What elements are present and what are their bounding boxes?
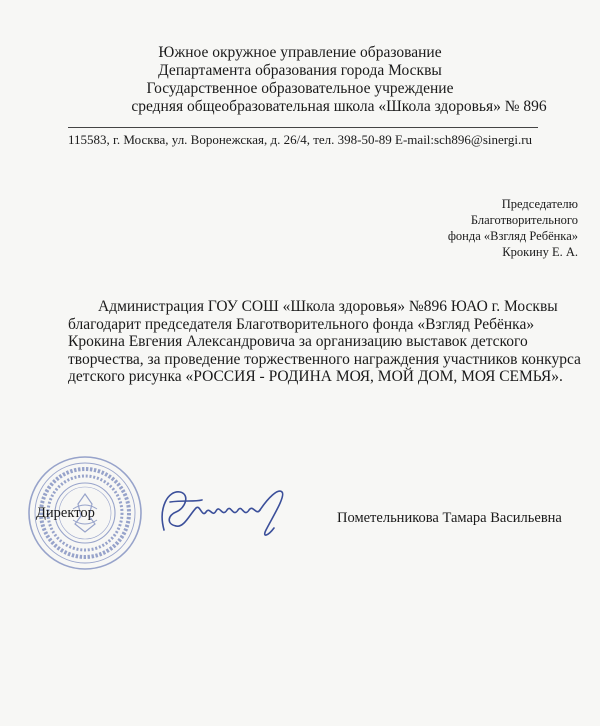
letterhead-line-3: Государственное образовательное учреждение (146, 80, 454, 97)
letterhead-divider (68, 127, 538, 128)
body-line-5: детского рисунка «РОССИЯ - РОДИНА МОЯ, МОЙ ДОМ, МОЯ СЕМЬЯ». (68, 368, 563, 385)
recipient-line-1: Председателю (501, 197, 578, 211)
letterhead-line-4: средняя общеобразовательная школа «Школа здоровья» № 896 (131, 98, 547, 115)
body-line-4: творчества, за проведение торжественного награждения участников конкурса (68, 350, 581, 368)
body-line-3: Крокина Евгения Александровича за организацию выставок детского (68, 333, 528, 350)
director-title: Директор (36, 505, 95, 521)
letter-body (68, 298, 581, 386)
school-address: 115583, г. Москва, ул. Воронежская, д. 26/4, тел. 398-50-89 E-mail:sch896@sinergi.ru (68, 132, 533, 147)
letterhead-line-1: Южное окружное управление образование (158, 44, 442, 61)
director-signature (150, 478, 300, 548)
body-line-2: благодарит председателя Благотворительного фонда «Взгляд Ребёнка» (68, 315, 535, 333)
recipient-line-3: фонда «Взгляд Ребёнка» (447, 229, 578, 243)
director-name: Пометельникова Тамара Васильевна (337, 510, 562, 526)
letterhead (0, 44, 600, 116)
recipient-line-2: Благотворительного (470, 213, 578, 227)
recipient-line-4: Крокину Е. А. (502, 245, 578, 259)
letterhead-line-2: Департамента образования города Москвы (158, 62, 442, 79)
recipient-block (448, 196, 578, 260)
body-line-1: Администрация ГОУ СОШ «Школа здоровья» №896 ЮАО г. Москвы (98, 298, 558, 315)
